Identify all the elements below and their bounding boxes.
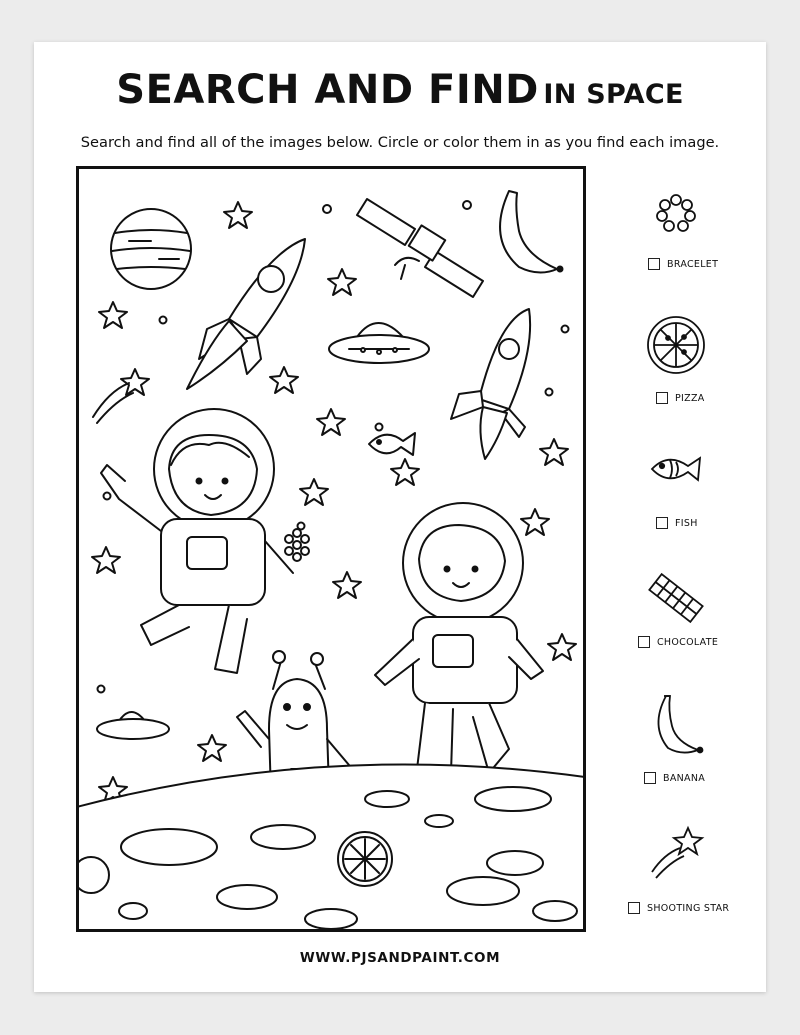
space-scene (76, 166, 586, 932)
bracelet-illustration (285, 529, 309, 561)
astronaut-boy-illustration (101, 409, 293, 673)
banana-icon (646, 692, 706, 758)
pizza-illustration (338, 832, 392, 886)
legend-label: PIZZA (675, 392, 705, 404)
legend-label: FISH (675, 517, 698, 529)
title-main: SEARCH AND FIND (116, 67, 539, 113)
rocket-illustration (187, 239, 305, 389)
worksheet (34, 42, 766, 992)
bracelet-icon (646, 190, 706, 240)
fish-icon (646, 450, 706, 488)
checkbox[interactable] (648, 258, 660, 270)
legend-item-pizza[interactable] (656, 390, 705, 406)
shooting-star-icon (646, 824, 706, 884)
rocket-illustration-2 (451, 309, 530, 459)
checkbox[interactable] (656, 392, 668, 404)
satellite-illustration (357, 199, 483, 297)
legend-label: SHOOTING STAR (647, 902, 730, 914)
banana-illustration (500, 191, 562, 273)
planet-illustration (111, 209, 191, 289)
page-title (34, 67, 766, 113)
footer-url: WWW.PJSANDPAINT.COM (299, 950, 501, 966)
checkbox[interactable] (628, 902, 640, 914)
legend-label: BRACELET (667, 258, 719, 270)
pizza-icon (646, 314, 706, 376)
moon-surface-illustration (79, 764, 583, 929)
fish-illustration (369, 433, 415, 455)
astronaut-girl-illustration (375, 503, 543, 773)
title-suffix: IN SPACE (543, 79, 684, 110)
checkbox[interactable] (656, 517, 668, 529)
legend-item-shooting-star[interactable] (628, 900, 729, 916)
small-ufo-illustration (97, 712, 169, 739)
legend-item-bracelet[interactable] (648, 256, 718, 272)
legend-item-chocolate[interactable] (638, 634, 718, 650)
checkbox[interactable] (644, 772, 656, 784)
legend-item-fish[interactable] (656, 515, 698, 531)
checkbox[interactable] (638, 636, 650, 648)
legend-label: CHOCOLATE (657, 636, 719, 648)
ufo-illustration (329, 323, 429, 363)
chocolate-icon (646, 570, 706, 626)
legend-label: BANANA (663, 772, 706, 784)
instructions: Search and find all of the images below. Circle or color them in as you find each image. (80, 134, 720, 151)
legend-item-banana[interactable] (644, 770, 705, 786)
